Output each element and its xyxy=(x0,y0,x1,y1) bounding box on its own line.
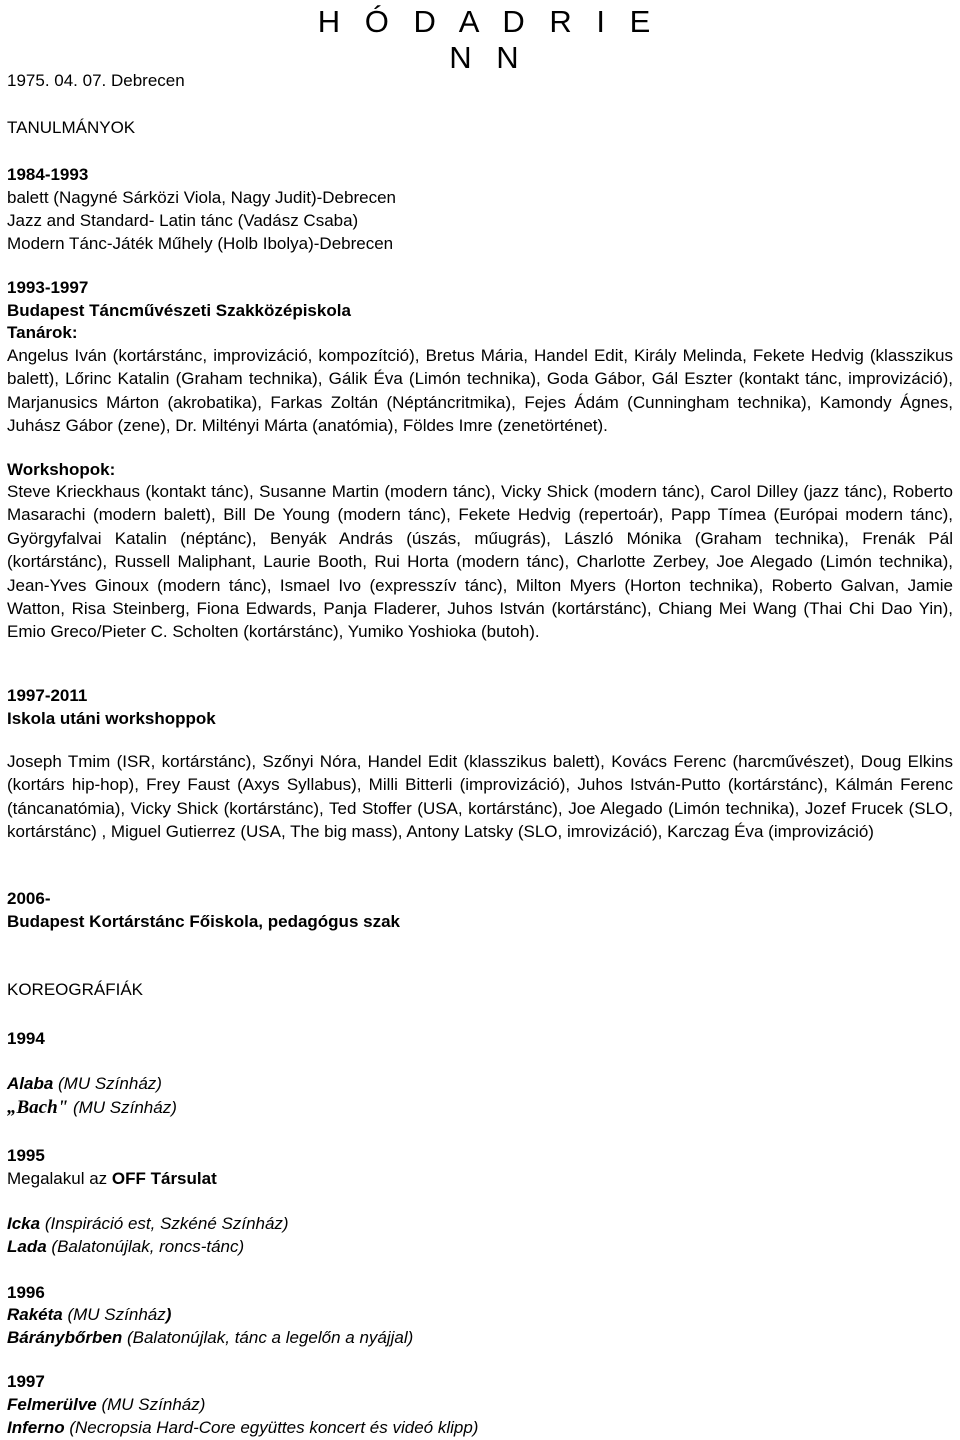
period-years: 1997-2011 xyxy=(7,686,88,705)
company-founded xyxy=(7,1167,217,1190)
birth-info: 1975. 04. 07. Debrecen xyxy=(7,71,185,90)
work-note: (MU Színház) xyxy=(53,1074,162,1093)
period-years: 2006- xyxy=(7,889,51,908)
work-entry xyxy=(7,1235,244,1258)
work-title: „Bach" xyxy=(7,1097,69,1118)
person-name: H Ó D A D R I E N N xyxy=(317,4,659,75)
work-title: Alaba xyxy=(7,1074,54,1093)
work-note: (MU Színház xyxy=(62,1305,166,1324)
studies-heading: TANULMÁNYOK xyxy=(7,118,136,137)
work-title: Inferno xyxy=(7,1418,65,1437)
post-school-workshops-text: Joseph Tmim (ISR, kortárstánc), Szőnyi Nóra, Handel Edit (klasszikus balett), Kovács Ferenc (harcművészet), Doug Elkins (kortárs hip-hop), Frey Faust (Axys Syllabus), Milli Bitterli (improvizáció), Juhos István-Putto (kortárstánc), Kálmán Ferenc (táncanatómia), Vicky Shick (kortárstánc), Ted Stoffer (USA, kortárstánc), Joe Alegado (Limón technika), Jozef Frucek (SLO, kortárstánc) , Miguel Gutierrez (USA, The big mass), Antony Latsky (SLO, imrovizáció), Karczag Éva (improvizáció) xyxy=(7,752,953,842)
work-note: (MU Színház) xyxy=(68,1098,177,1117)
work-note: (Balatonújlak, roncs-tánc) xyxy=(46,1237,245,1256)
work-entry xyxy=(7,1326,413,1349)
work-title: Felmerülve xyxy=(7,1395,97,1414)
work-note: (Inspiráció est, Szkéné Színház) xyxy=(40,1214,289,1233)
period-title: Budapest Kortárstánc Főiskola, pedagógus szak xyxy=(7,912,400,931)
work-note: (Necropsia Hard-Core együttes koncert és videó klipp) xyxy=(64,1418,479,1437)
work-title: Rakéta xyxy=(7,1305,63,1324)
work-title: Lada xyxy=(7,1237,47,1256)
work-entry xyxy=(7,1303,171,1326)
school-name: Budapest Táncművészeti Szakközépiskola xyxy=(7,301,351,320)
work-note: (Balatonújlak, tánc a legelőn a nyájjal) xyxy=(122,1328,414,1347)
work-entry xyxy=(7,1212,289,1235)
work-entry xyxy=(7,1096,177,1119)
teachers-text: Angelus Iván (kortárstánc, improvizáció, kompozítció), Bretus Mária, Handel Edit, Király Melinda, Fekete Hedvig (klasszikus balett), Lőrinc Katalin (Graham technika), Gálik Éva (Limón technika), Goda Gábor, Gál Eszter (kontakt tánc, improvizáció), Marjanusics Márton (akrobatika), Farkas Zoltán (Néptáncritmika), Fejes Ádám (Cunningham technika), Kamondy Ágnes, Juhász Gábor (zene), Dr. Miltényi Márta (anatómia), Földes Imre (zenetörténet). xyxy=(7,346,953,436)
work-entry xyxy=(7,1416,478,1439)
work-entry xyxy=(7,1072,162,1095)
teachers-label: Tanárok: xyxy=(7,323,78,342)
workshops-text: Steve Krieckhaus (kontakt tánc), Susanne Martin (modern tánc), Vicky Shick (modern tánc), Carol Dilley (jazz tánc), Roberto Masarachi (modern balett), Bill De Young (modern tánc), Fekete Hedvig (repertoár), Papp Tímea (Európai modern tánc), Györgyfalvai Katalin (néptánc), Benyák András (úszás, műugrás), László Mónika (Graham technika), Frenák Pál (kortárstánc), Russell Maliphant, Laurie Booth, Rui Horta (modern tánc), Charlotte Zerbey, Joe Alegado (Limón technika), Jean-Yves Ginoux (modern tánc), Ismael Ivo (expresszív tánc), Milton Myers (Horton technika), Roberto Galvan, Jamie Watton, Risa Steinberg, Fiona Edwards, Panja Fladerer, Juhos István (kortárstánc), Chiang Mei Wang (Thai Chi Dao Yin), Emio Greco/Pieter C. Scholten (kortárstánc), Yumiko Yoshioka (butoh). xyxy=(7,482,953,642)
period-years: 1993-1997 xyxy=(7,278,89,297)
study-line: balett (Nagyné Sárközi Viola, Nagy Judit)-Debrecen xyxy=(7,188,396,207)
company-name: OFF Társulat xyxy=(111,1169,217,1188)
study-line: Modern Tánc-Játék Műhely (Holb Ibolya)-Debrecen xyxy=(7,234,394,253)
work-title: Báránybőrben xyxy=(7,1328,123,1347)
workshops-label: Workshopok: xyxy=(7,460,116,479)
work-entry xyxy=(7,1393,205,1416)
year-label: 1997 xyxy=(7,1372,45,1391)
work-title: Icka xyxy=(7,1214,41,1233)
study-line: Jazz and Standard- Latin tánc (Vadász Csaba) xyxy=(7,211,359,230)
year-label: 1995 xyxy=(7,1146,45,1165)
work-note: (MU Színház) xyxy=(96,1395,206,1414)
period-years: 1984-1993 xyxy=(7,165,89,184)
year-label: 1994 xyxy=(7,1029,45,1048)
founded-text: Megalakul az xyxy=(7,1169,112,1188)
choreography-heading: KOREOGRÁFIÁK xyxy=(7,980,144,999)
period-title: Iskola utáni workshoppok xyxy=(7,709,216,728)
work-note-close: ) xyxy=(165,1305,172,1324)
year-label: 1996 xyxy=(7,1283,45,1302)
